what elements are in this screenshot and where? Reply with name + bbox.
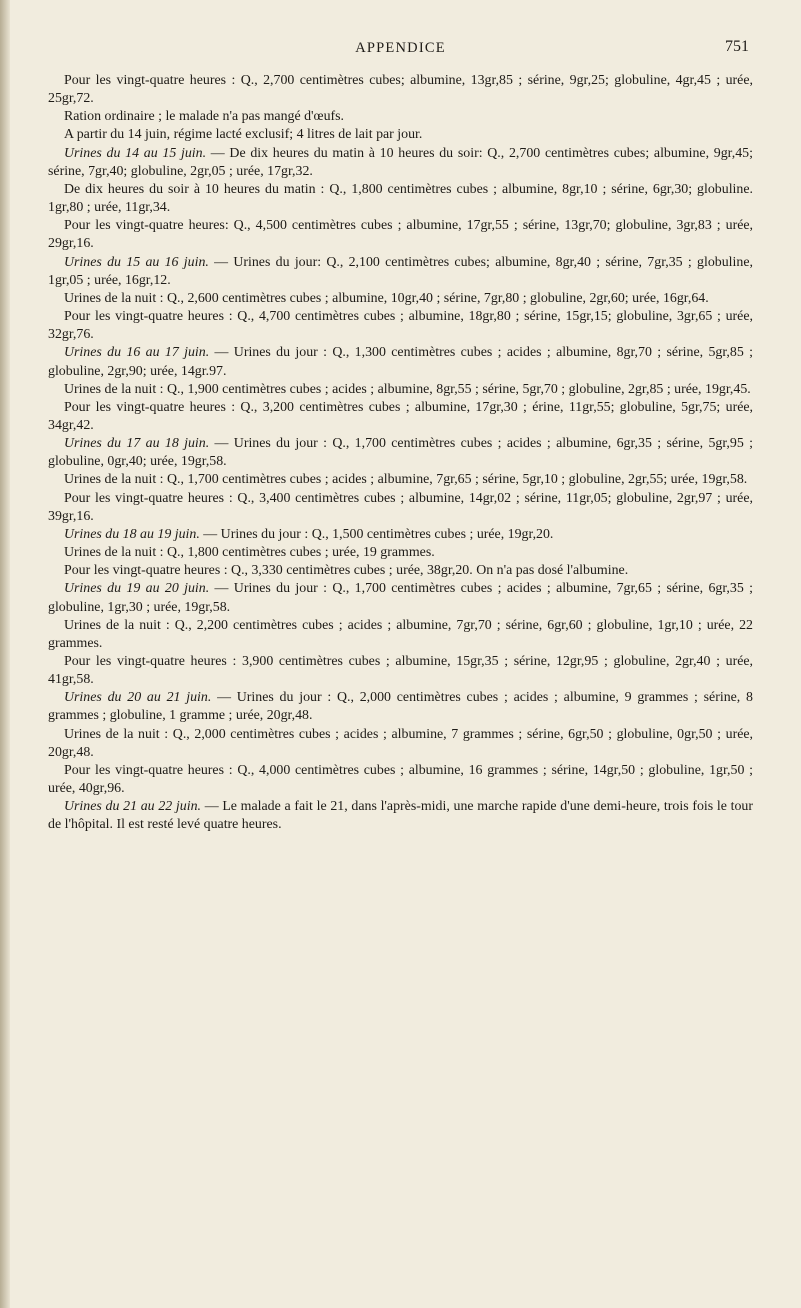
paragraph <box>48 344 753 380</box>
paragraph-text: Urines de la nuit : Q., 2,200 centimètres cubes ; acides ; albumine, 7gr,70 ; sérine, 6gr,60 ; globuline, 1gr,10 ; urée, 22 grammes. <box>48 617 753 651</box>
paragraph-text: — Urines du jour : Q., 1,500 centimètres cubes ; urée, 19gr,20. <box>199 526 554 542</box>
page-number: 751 <box>725 38 749 55</box>
page-edge-shadow <box>0 0 10 1308</box>
paragraph <box>48 254 753 290</box>
page-header <box>0 38 801 62</box>
paragraph-text: — Urines du jour : Q., 1,300 centimètres cubes ; acides ; albumine, 8gr,70 ; sérine, 5gr,85 ; globuline, 2gr,90; urée, 14gr.97. <box>48 345 753 379</box>
paragraph-text: Ration ordinaire ; le malade n'a pas mangé d'œufs. <box>64 109 345 125</box>
paragraph-text: Pour les vingt-quatre heures : Q., 3,200 centimètres cubes ; albumine, 17gr,30 ; érine, 11gr,55; globuline, 5gr,75; urée, 34gr,42. <box>48 399 753 433</box>
paragraph-lead: Urines du 20 au 21 juin. <box>64 690 212 706</box>
paragraph-text: Pour les vingt-quatre heures : Q., 3,400 centimètres cubes ; albumine, 14gr,02 ; sérine, 11gr,05; globuline, 2gr,97 ; urée, 39gr,16. <box>48 490 753 524</box>
paragraph <box>48 108 753 126</box>
paragraph <box>48 580 753 616</box>
page-body <box>48 72 753 835</box>
paragraph-lead: Urines du 19 au 20 juin. <box>64 581 210 597</box>
paragraph-lead: Urines du 16 au 17 juin. <box>64 345 210 361</box>
paragraph-text: — Urines du jour : Q., 2,000 centimètres cubes ; acides ; albumine, 9 grammes ; sérine, 8 grammes ; globuline, 1 gramme ; urée, 20gr,48. <box>48 690 753 724</box>
paragraph-text: — Urines du jour: Q., 2,100 centimètres cubes; albumine, 8gr,40 ; sérine, 7gr,35 ; globuline, 1gr,05 ; urée, 16gr,12. <box>48 254 753 288</box>
paragraph <box>48 126 753 144</box>
paragraph-text: — Le malade a fait le 21, dans l'après-midi, une marche rapide d'une demi-heure, trois fois le tour de l'hôpital. Il est resté levé quatre heures. <box>48 799 753 833</box>
paragraph-text: Urines de la nuit : Q., 2,000 centimètres cubes ; acides ; albumine, 7 grammes ; sérine, 6gr,50 ; globuline, 0gr,50 ; urée, 20gr,48. <box>48 726 753 760</box>
paragraph-text: Urines de la nuit : Q., 2,600 centimètres cubes ; albumine, 10gr,40 ; sérine, 7gr,80 ; globuline, 2gr,60; urée, 16gr,64. <box>64 290 709 306</box>
paragraph-lead: Urines du 18 au 19 juin. <box>64 526 200 542</box>
paragraph <box>48 435 753 471</box>
paragraph <box>48 726 753 762</box>
paragraph <box>48 562 753 580</box>
paragraph-text: Urines de la nuit : Q., 1,800 centimètres cubes ; urée, 19 grammes. <box>64 545 435 561</box>
paragraph <box>48 689 753 725</box>
paragraph <box>48 217 753 253</box>
paragraph-text: — Urines du jour : Q., 1,700 centimètres cubes ; acides ; albumine, 7gr,65 ; sérine, 6gr,35 ; globuline, 1gr,30 ; urée, 19gr,58. <box>48 581 753 615</box>
paragraph <box>48 471 753 489</box>
paragraph-text: Pour les vingt-quatre heures : Q., 3,330 centimètres cubes ; urée, 38gr,20. On n'a pas dosé l'albumine. <box>64 563 629 579</box>
paragraph-lead: Urines du 21 au 22 juin. <box>64 799 202 815</box>
paragraph-lead: Urines du 14 au 15 juin. <box>64 145 207 161</box>
paragraph <box>48 762 753 798</box>
paragraph-lead: Urines du 17 au 18 juin. <box>64 436 210 452</box>
paragraph <box>48 526 753 544</box>
paragraph <box>48 653 753 689</box>
paragraph-text: Pour les vingt-quatre heures : Q., 4,000 centimètres cubes ; albumine, 16 grammes ; sérine, 14gr,50 ; globuline, 1gr,50 ; urée, 40gr,96. <box>48 762 753 797</box>
paragraph-text: A partir du 14 juin, régime lacté exclusif; 4 litres de lait par jour. <box>64 127 423 143</box>
paragraph <box>48 72 753 108</box>
paragraph-text: Pour les vingt-quatre heures : Q., 4,700 centimètres cubes ; albumine, 18gr,80 ; sérine, 15gr,15; globuline, 3gr,65 ; urée, 32gr,76. <box>48 309 753 343</box>
paragraph <box>48 617 753 653</box>
paragraph <box>48 544 753 562</box>
paragraph-text: Urines de la nuit : Q., 1,900 centimètres cubes ; acides ; albumine, 8gr,55 ; sérine, 5gr,70 ; globuline, 2gr,85 ; urée, 19gr,45. <box>64 381 751 397</box>
paragraph <box>48 145 753 181</box>
paragraph <box>48 308 753 344</box>
paragraph <box>48 290 753 308</box>
paragraph-text: — Urines du jour : Q., 1,700 centimètres cubes ; acides ; albumine, 6gr,35 ; sérine, 5gr,95 ; globuline, 0gr,40; urée, 19gr,58. <box>48 436 753 470</box>
paragraph <box>48 798 753 834</box>
paragraph <box>48 399 753 435</box>
running-head: APPENDICE <box>355 40 446 56</box>
paragraph-lead: Urines du 15 au 16 juin. <box>64 254 209 270</box>
paragraph-text: De dix heures du soir à 10 heures du matin : Q., 1,800 centimètres cubes ; albumine, 8gr,10 ; sérine, 6gr,30; globuline. 1gr,80 ; urée, 11gr,34. <box>48 181 753 216</box>
paragraph-text: Pour les vingt-quatre heures: Q., 4,500 centimètres cubes ; albumine, 17gr,55 ; sérine, 13gr,70; globuline, 3gr,83 ; urée, 29gr,16. <box>48 218 753 252</box>
paragraph-text: — De dix heures du matin à 10 heures du soir: Q., 2,700 centimètres cubes; albumine, 9gr,45; sérine, 7gr,40; globuline, 2gr,05 ; urée, 17gr,32. <box>48 145 753 179</box>
paragraph-text: Pour les vingt-quatre heures : Q., 2,700 centimètres cubes; albumine, 13gr,85 ; sérine, 9gr,25; globuline, 4gr,45 ; urée, 25gr,72. <box>48 73 753 107</box>
paragraph <box>48 490 753 526</box>
paragraph-text: Pour les vingt-quatre heures : 3,900 centimètres cubes ; albumine, 15gr,35 ; sérine, 12gr,95 ; globuline, 2gr,40 ; urée, 41gr,58. <box>48 654 753 688</box>
paragraph-text: Urines de la nuit : Q., 1,700 centimètres cubes ; acides ; albumine, 7gr,65 ; sérine, 5gr,10 ; globuline, 2gr,55; urée, 19gr,58. <box>64 472 748 488</box>
paragraph <box>48 181 753 217</box>
paragraph <box>48 381 753 399</box>
